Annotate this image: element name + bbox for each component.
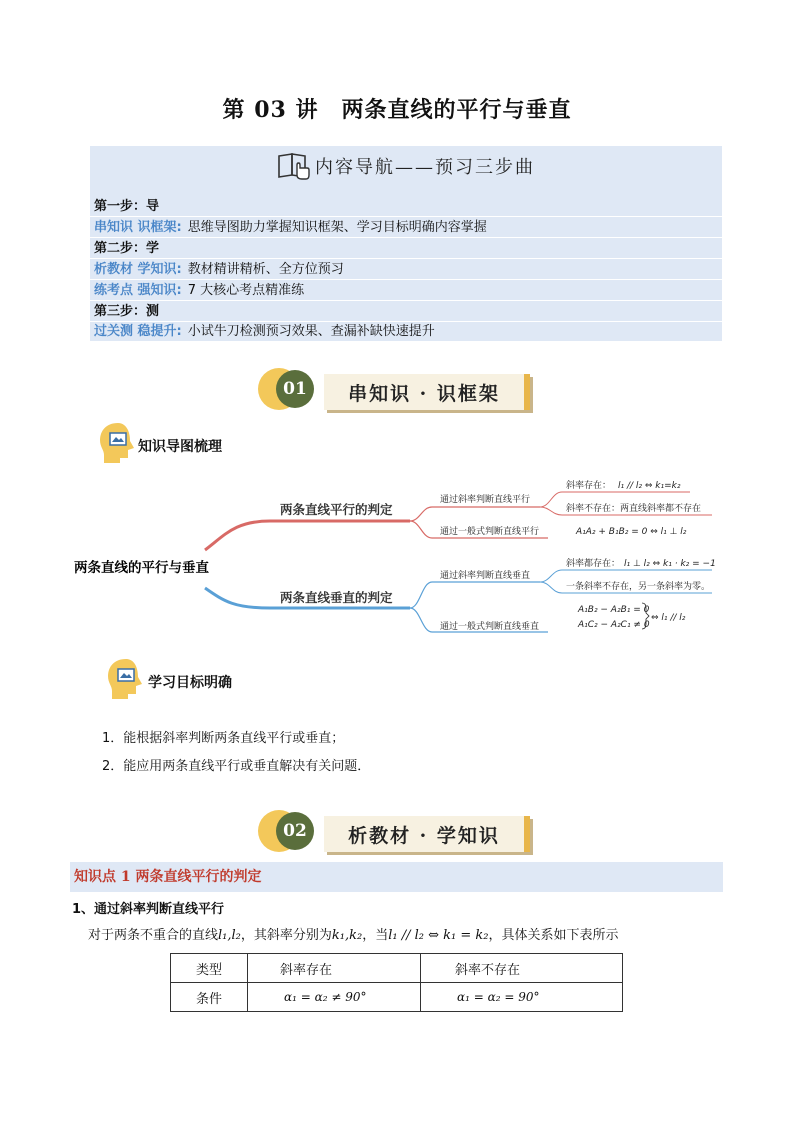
parallel-slope-line [410,507,540,521]
perp-slope-line [410,582,540,608]
knowledge-point-bar: 知识点 1 两条直线平行的判定 [70,862,723,892]
para-text: ，当 [362,928,389,943]
content-nav-heading [90,146,722,186]
parallel-by-slope: 通过斜率判断直线平行 [440,495,531,505]
head-lightbulb-icon [98,421,138,465]
nav-row-3 [90,281,722,301]
perp-general-formula-1: A₁B₂ − A₂B₁ = 0 [578,605,650,615]
nav-row-key: 析教材 学知识: [94,262,182,277]
nav-row-key: 过关测 稳提升: [94,324,182,339]
perp-slope-both-exist: 斜率都存在： [566,559,621,569]
nav-row-4 [90,322,722,342]
banner-label: 析教材 · 学知识 [324,816,530,852]
nav-row-1 [90,218,722,238]
perpendicular-label: 两条直线垂直的判定 [280,590,393,605]
para-text: ，具体关系如下表所示 [488,928,619,943]
perp-one-not-exist: 一条斜率不存在，另一条斜率为零。 [566,582,711,592]
mindmap-root: 两条直线的平行与垂直 [74,560,209,576]
nav-row-step2 [90,239,722,259]
perp-by-slope: 通过斜率判断直线垂直 [440,571,531,581]
nav-row-text: 教材精讲精析、全方位预习 [187,262,344,277]
nav-row-2 [90,260,722,280]
para-math: l₁ // l₂ ⇔ k₁ = k₂ [388,928,489,943]
perp-general-result: ⇔ l₁ // l₂ [651,613,686,623]
nav-row-key: 练考点 强知识: [94,283,182,298]
para-math: k₁,k₂ [331,928,363,943]
mind-map [0,470,794,650]
table-cell: α₁ = α₂ ≠ 90° [248,983,421,1012]
parallel-slope-exists: 斜率存在： [566,481,612,491]
perp-general-formula-2: A₁C₂ − A₂C₁ ≠ 0 [578,620,650,630]
parallel-by-general: 通过一般式判断直线平行 [440,527,540,537]
head-lightbulb-icon [106,657,146,701]
para-math: l₁,l₂ [218,928,241,943]
nav-step-label: 第二步：学 [94,241,160,256]
condition-table [170,953,623,1012]
page-title: 第 03 讲 两条直线的平行与垂直 [222,97,572,123]
goal-item: 2．能应用两条直线平行或垂直解决有关问题． [102,759,371,774]
table-header-cell: 类型 [171,954,248,983]
section-banner-02 [258,810,538,854]
banner-number: 02 [276,812,314,850]
goal-item: 1．能根据斜率判断两条直线平行或垂直； [102,731,345,746]
nav-row-text: 思维导图助力掌握知识框架、学习目标明确内容掌握 [187,220,487,235]
parallel-general-formula: A₁A₂ + B₁B₂ = 0 ⇔ l₁ ⊥ l₂ [576,527,687,537]
banner-number: 01 [276,370,314,408]
table-row [171,954,623,983]
nav-row-text: 7 大核心考点精准练 [187,283,305,298]
perp-exists-line [540,570,712,582]
mindmap-heading: 知识导图梳理 [138,439,222,455]
parallel-slope-not-exists: 斜率不存在：两直线斜率都不存在 [566,504,702,514]
nav-row-step3 [90,302,722,322]
goals-heading: 学习目标明确 [148,675,232,691]
table-row [171,983,623,1012]
book-touch-icon [277,151,311,181]
nav-row-step1 [90,197,722,217]
perp-slope-both-exist-formula: l₁ ⊥ l₂ ⇔ k₁ · k₂ = −1 [624,559,716,569]
table-header-cell: 斜率不存在 [421,954,623,983]
table-cell: α₁ = α₂ = 90° [421,983,623,1012]
section-banner-01 [258,368,538,412]
nav-row-key: 串知识 识框架: [94,220,182,235]
table-header-cell: 斜率存在 [248,954,421,983]
paragraph [88,924,619,943]
perp-by-general: 通过一般式判断直线垂直 [440,622,540,632]
subheading: 1、通过斜率判断直线平行 [72,902,225,917]
nav-step-label: 第一步：导 [94,199,160,214]
para-text: ，其斜率分别为 [240,928,332,943]
parallel-branch-line [205,521,410,550]
para-text: 对于两条不重合的直线 [88,928,219,943]
parallel-slope-exists-formula: l₁ // l₂ ⇔ k₁=k₂ [618,481,681,491]
table-cell: 条件 [171,983,248,1012]
nav-step-label: 第三步：测 [94,304,160,319]
nav-heading-text: 内容导航——预习三步曲 [315,157,535,178]
parallel-label: 两条直线平行的判定 [280,502,393,517]
nav-row-text: 小试牛刀检测预习效果、查漏补缺快速提升 [187,324,435,339]
banner-label: 串知识 · 识框架 [324,374,530,410]
